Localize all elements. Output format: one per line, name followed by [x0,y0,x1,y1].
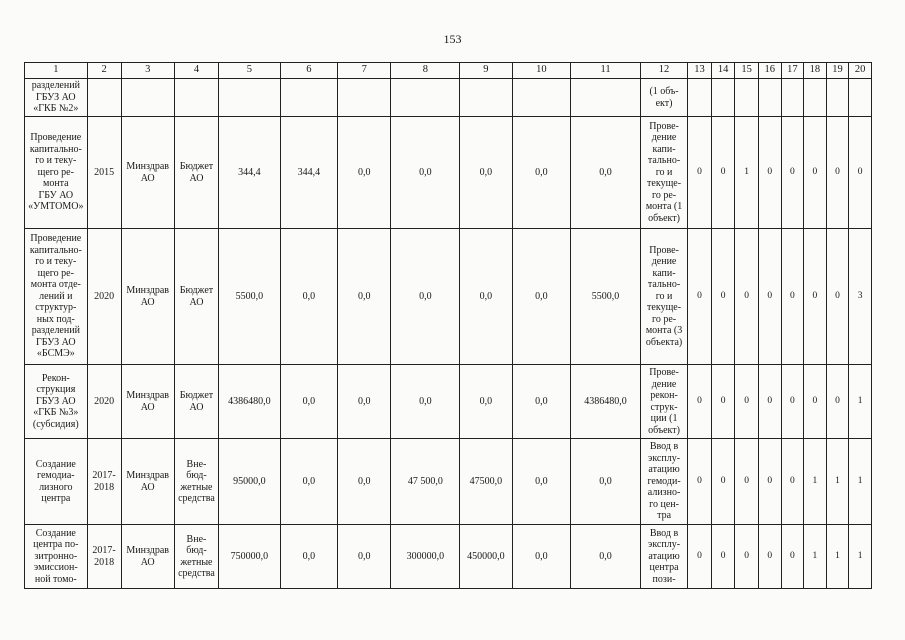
result-cell: Прове- дение капи- тально- го и текуще- го ре- монта (3 объекта) [640,229,687,365]
indicator-cell: 0 [758,229,781,365]
value-cell: 0,0 [338,439,391,525]
column-header: 4 [174,63,218,79]
value-cell: 0,0 [512,439,571,525]
indicator-cell [826,79,849,117]
value-cell: 0,0 [512,117,571,229]
executor-cell: Минздрав АО [121,439,174,525]
indicator-cell [688,79,712,117]
column-header: 8 [391,63,460,79]
indicator-cell: 1 [849,439,872,525]
indicator-cell: 0 [688,229,712,365]
value-cell [571,79,641,117]
period-cell [87,79,121,117]
indicator-cell: 0 [688,439,712,525]
value-cell [512,79,571,117]
indicator-cell: 0 [781,439,804,525]
funding-source-cell: Бюджет АО [174,117,218,229]
table-row [25,525,872,589]
column-header: 1 [25,63,88,79]
indicator-cell: 0 [758,525,781,589]
indicator-cell: 0 [849,117,872,229]
value-cell: 750000,0 [219,525,281,589]
executor-cell: Минздрав АО [121,229,174,365]
result-cell: (1 объ- ект) [640,79,687,117]
column-header: 20 [849,63,872,79]
indicator-cell: 1 [735,117,759,229]
funding-source-cell: Вне- бюд- жетные средства [174,439,218,525]
program-table [24,62,872,589]
value-cell: 0,0 [512,229,571,365]
value-cell [280,79,337,117]
column-header: 13 [688,63,712,79]
value-cell: 0,0 [338,365,391,439]
column-header: 15 [735,63,759,79]
result-cell: Ввод в эксплу- атацию центра пози- [640,525,687,589]
indicator-cell: 0 [758,365,781,439]
indicator-cell [804,79,827,117]
indicator-cell: 0 [781,525,804,589]
executor-cell: Минздрав АО [121,525,174,589]
value-cell: 0,0 [512,525,571,589]
table-row [25,79,872,117]
column-header: 10 [512,63,571,79]
indicator-cell [735,79,759,117]
period-cell: 2017- 2018 [87,525,121,589]
funding-source-cell [174,79,218,117]
indicator-cell: 0 [735,365,759,439]
column-header: 6 [280,63,337,79]
value-cell: 344,4 [219,117,281,229]
value-cell: 0,0 [571,525,641,589]
value-cell: 47 500,0 [391,439,460,525]
column-header: 14 [711,63,735,79]
value-cell: 450000,0 [460,525,512,589]
indicator-cell: 0 [826,365,849,439]
value-cell [460,79,512,117]
column-header: 7 [338,63,391,79]
column-header: 3 [121,63,174,79]
value-cell: 0,0 [571,117,641,229]
funding-source-cell: Вне- бюд- жетные средства [174,525,218,589]
indicator-cell: 0 [781,229,804,365]
indicator-cell: 0 [781,365,804,439]
column-header: 11 [571,63,641,79]
value-cell: 0,0 [391,365,460,439]
table-row [25,117,872,229]
column-header: 17 [781,63,804,79]
value-cell: 0,0 [460,117,512,229]
value-cell: 47500,0 [460,439,512,525]
indicator-cell: 0 [758,439,781,525]
value-cell: 0,0 [280,525,337,589]
column-header: 19 [826,63,849,79]
executor-cell: Минздрав АО [121,365,174,439]
funding-source-cell: Бюджет АО [174,229,218,365]
measure-name-cell: Проведение капитально- го и теку- щего ре- монта ГБУ АО «УМТОМО» [25,117,88,229]
column-header: 5 [219,63,281,79]
indicator-cell [758,79,781,117]
header-row [25,63,872,79]
column-header: 9 [460,63,512,79]
value-cell: 0,0 [512,365,571,439]
value-cell: 0,0 [280,365,337,439]
value-cell [338,79,391,117]
value-cell [219,79,281,117]
indicator-cell: 0 [711,365,735,439]
period-cell: 2015 [87,117,121,229]
value-cell: 5500,0 [219,229,281,365]
indicator-cell [711,79,735,117]
indicator-cell: 0 [711,439,735,525]
funding-source-cell: Бюджет АО [174,365,218,439]
indicator-cell: 1 [849,525,872,589]
measure-name-cell: Создание гемодиа- лизного центра [25,439,88,525]
indicator-cell: 1 [826,439,849,525]
column-header: 16 [758,63,781,79]
value-cell: 0,0 [391,229,460,365]
indicator-cell: 1 [849,365,872,439]
value-cell: 0,0 [280,439,337,525]
indicator-cell [781,79,804,117]
value-cell: 300000,0 [391,525,460,589]
period-cell: 2020 [87,365,121,439]
period-cell: 2020 [87,229,121,365]
column-header: 18 [804,63,827,79]
indicator-cell: 3 [849,229,872,365]
value-cell: 0,0 [280,229,337,365]
column-header: 2 [87,63,121,79]
value-cell: 344,4 [280,117,337,229]
indicator-cell: 0 [804,229,827,365]
indicator-cell: 0 [711,229,735,365]
indicator-cell: 0 [711,117,735,229]
value-cell: 0,0 [571,439,641,525]
value-cell [391,79,460,117]
indicator-cell [849,79,872,117]
value-cell: 0,0 [338,117,391,229]
value-cell: 0,0 [460,229,512,365]
indicator-cell: 0 [826,117,849,229]
indicator-cell: 0 [735,525,759,589]
measure-name-cell: Создание центра по- зитронно- эмиссион- ной томо- [25,525,88,589]
result-cell: Ввод в эксплу- атацию гемоди- ализно- го цен- тра [640,439,687,525]
result-cell: Прове- дение рекон- струк- ции (1 объект) [640,365,687,439]
indicator-cell: 0 [735,229,759,365]
column-header: 12 [640,63,687,79]
indicator-cell: 0 [711,525,735,589]
indicator-cell: 0 [688,365,712,439]
page-number: 153 [443,32,462,46]
indicator-cell: 0 [826,229,849,365]
value-cell: 0,0 [391,117,460,229]
table-row [25,365,872,439]
value-cell: 0,0 [338,229,391,365]
measure-name-cell: Проведение капитально- го и теку- щего ре- монта отде- лений и структур- ных под- разделений ГБУЗ АО «БСМЭ» [25,229,88,365]
indicator-cell: 0 [688,525,712,589]
value-cell: 5500,0 [571,229,641,365]
indicator-cell: 0 [735,439,759,525]
indicator-cell: 1 [804,525,827,589]
table-row [25,229,872,365]
indicator-cell: 0 [688,117,712,229]
result-cell: Прове- дение капи- тально- го и текуще- го ре- монта (1 объект) [640,117,687,229]
indicator-cell: 0 [758,117,781,229]
value-cell: 4386480,0 [571,365,641,439]
measure-name-cell: Рекон- струкция ГБУЗ АО «ГКБ №3» (субсидия) [25,365,88,439]
value-cell: 0,0 [338,525,391,589]
value-cell: 95000,0 [219,439,281,525]
indicator-cell: 1 [804,439,827,525]
indicator-cell: 0 [804,365,827,439]
value-cell: 0,0 [460,365,512,439]
indicator-cell: 0 [804,117,827,229]
table-row [25,439,872,525]
executor-cell [121,79,174,117]
indicator-cell: 1 [826,525,849,589]
executor-cell: Минздрав АО [121,117,174,229]
value-cell: 4386480,0 [219,365,281,439]
indicator-cell: 0 [781,117,804,229]
period-cell: 2017- 2018 [87,439,121,525]
measure-name-cell: разделений ГБУЗ АО «ГКБ №2» [25,79,88,117]
